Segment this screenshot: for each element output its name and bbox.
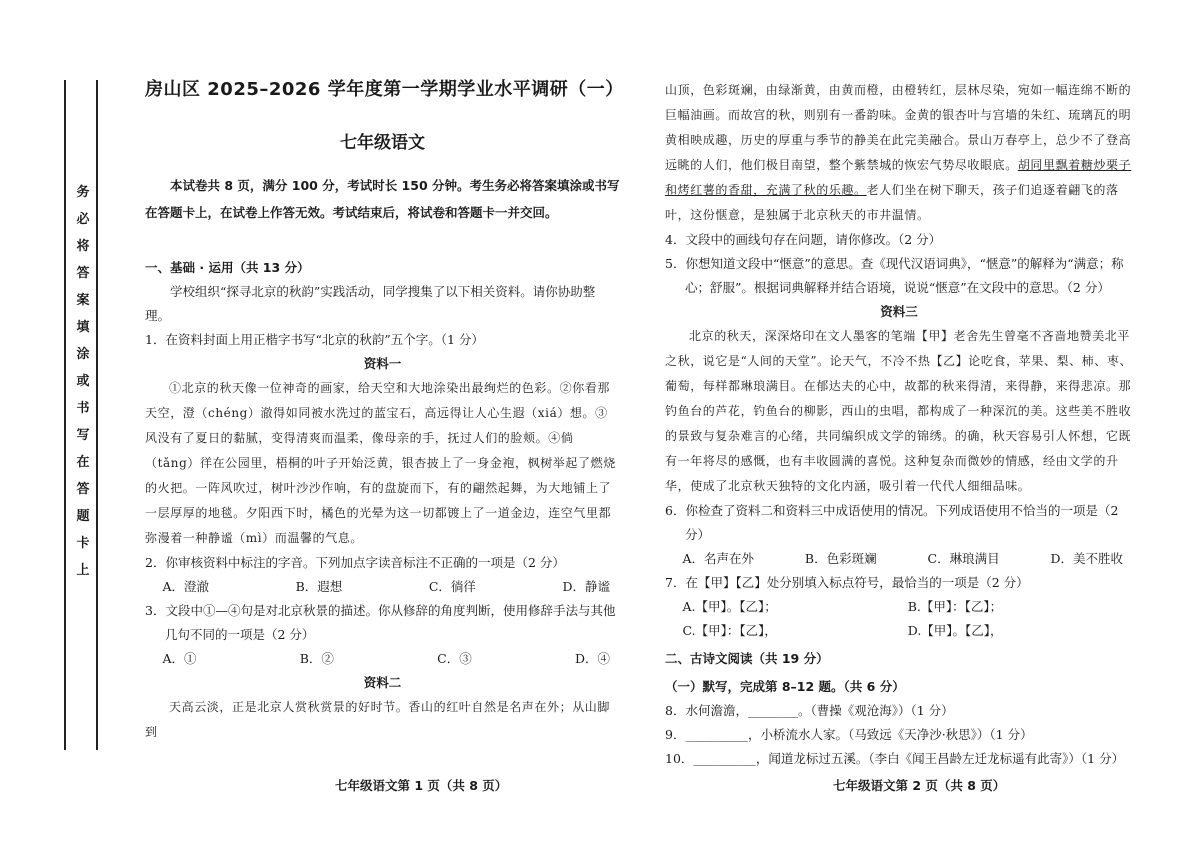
option: B.【甲】：【乙】； (907, 599, 1003, 614)
notice-char: 案 (76, 293, 90, 308)
notice-char: 写 (76, 428, 90, 443)
option: D．静谧 (562, 579, 610, 594)
material-text-part: 山顶，色彩斑斓，由绿渐黄，由黄而橙，由橙转红，层林尽染，宛如一幅连绵不断的巨幅油画。而故宫的秋，则别有一番韵味。金黄的银杏叶与宫墙的朱红、琉璃瓦的明黄相映成趣，历史的厚重与季节的静美在此完美融合。景山万春亭上，总少不了登高远眺的人们，他们极目南望，整个紫禁城的恢宏气势尽收眼底。 (665, 83, 1132, 172)
binding-line (96, 80, 98, 750)
exam-subtitle: 七年级语文 (340, 133, 425, 153)
question-7-options (665, 595, 1133, 643)
question-5: 5．你想知道文段中“惬意”的意思。查《现代汉语词典》，“惬意”的解释为“满意；称心；舒服”。根据词典解释并结合语境，说说“惬意”在文段中的意思。（2 分） (665, 256, 1124, 295)
exam-title: 房山区 2025–2026 学年度第一学期学业水平调研（一） (145, 79, 624, 100)
material-text: ①北京的秋天像一位神奇的画家，给天空和大地涂染出最绚烂的色彩。②你看那天空，澄（chéng）澈得如同被水洗过的蓝宝石，高远得让人心生遐（xiá）想。③风没有了夏日的黏腻，变得清爽而温柔，像母亲的手，抚过人们的脸颊。④倘（tǎng）徉在公园里，梧桐的叶子开始泛黄，银杏披上了一身金袍，枫树举起了燃烧的火把。一阵风吹过，树叶沙沙作响，有的盘旋而下，有的翩然起舞，为大地铺上了一层厚厚的地毯。夕阳西下时，橘色的光晕为这一切都镀上了一道金边，连空气里都弥漫着一种静谧（mì）而温馨的气息。 (145, 381, 616, 545)
notice-char: 将 (76, 239, 90, 254)
option: D.【甲】。【乙】， (907, 623, 1003, 638)
question-10: 10．__________，闻道龙标过五溪。（李白《闻王昌龄左迁龙标遥有此寄》）（1 分） (665, 751, 1125, 766)
question-1: 1．在资料封面上用正楷字书写“北京的秋韵”五个字。（1 分） (145, 332, 484, 347)
option: B．遐想 (295, 579, 343, 594)
material-text-part: 老人们坐在树下聊天，孩子们追逐着翩飞的落叶，这份惬意，是独属于北京秋天的市井温情。 (665, 183, 1119, 222)
question-3-options (145, 647, 620, 671)
answer-notice (70, 185, 96, 578)
material-text: 天高云淡，正是北京人赏秋赏景的好时节。香山的红叶自然是名声在外；从山脚到 (145, 700, 611, 739)
notice-char: 答 (76, 266, 90, 281)
option: A.【甲】。【乙】； (682, 599, 777, 614)
option: D．④ (574, 651, 610, 666)
option: A．澄澈 (162, 579, 210, 594)
notice-char: 上 (76, 563, 90, 578)
section-heading: 二、古诗文阅读（共 19 分） (665, 651, 829, 666)
notice-char: 涂 (76, 347, 90, 362)
question-6-options (665, 547, 1133, 571)
page-footer: 七年级语文第 2 页（共 8 页） (833, 778, 1006, 793)
notice-char: 卡 (76, 536, 90, 551)
notice-char: 或 (76, 374, 90, 389)
notice-char: 答 (76, 482, 90, 497)
activity-lead: 学校组织“探寻北京的秋韵”实践活动，同学搜集了以下相关资料。请你协助整理。 (145, 284, 596, 323)
material-text (665, 78, 1133, 228)
question-6: 6．你检查了资料二和资料三中成语使用的情况。下列成语使用不恰当的一项是（2 分） (665, 503, 1119, 542)
notice-char: 必 (76, 212, 90, 227)
notice-char: 务 (76, 185, 90, 200)
exam-instructions: 本试卷共 8 页，满分 100 分，考试时长 150 分钟。考生务必将答案填涂或书写在答题卡上，在试卷上作答无效。考试结束后，将试卷和答题卡一并交回。 (145, 178, 620, 220)
question-2: 2．你审核资料中标注的字音。下列加点字读音标注不正确的一项是（2 分） (145, 555, 565, 570)
page-2 (665, 78, 1133, 771)
notice-char: 在 (76, 455, 90, 470)
material-title: 资料二 (363, 675, 402, 690)
option: C．琳琅满目 (927, 551, 1000, 566)
question-7: 7．在【甲】【乙】处分别填入标点符号，最恰当的一项是（2 分） (665, 575, 1029, 590)
option: A．① (162, 651, 197, 666)
page-footer: 七年级语文第 1 页（共 8 页） (335, 778, 508, 793)
subsection-heading: （一）默写，完成第 8–12 题。（共 6 分） (665, 679, 905, 694)
option: C.【甲】：【乙】， (682, 623, 777, 638)
notice-char: 题 (76, 509, 90, 524)
option: D．美不胜收 (1050, 551, 1123, 566)
notice-char: 书 (76, 401, 90, 416)
notice-char: 填 (76, 320, 90, 335)
question-8: 8．水何澹澹，________。（曹操《观沧海》）（1 分） (665, 703, 954, 718)
material-text: 北京的秋天，深深烙印在文人墨客的笔端【甲】老舍先生曾毫不吝啬地赞美北平之秋，说它是“人间的天堂”。论天气，不冷不热【乙】论吃食，苹果、梨、柿、枣、葡萄，每样都琳琅满目。在郁达夫的心中，故都的秋来得清，来得静，来得悲凉。那钓鱼台的芦花，钓鱼台的柳影，西山的虫唱，都构成了一种深沉的美。这些美不胜收的景致与复杂难言的心绪，共同编织成文学的锦绣。的确，秋天容易引人怀想，它既有一年将尽的感慨，也有丰收圆满的喜悦。这种复杂而微妙的情感，经由文学的升华，使成了北京秋天独特的文化内涵，吸引着一代代人细细品味。 (665, 329, 1133, 493)
option: B．色彩斑斓 (804, 551, 877, 566)
option: C．③ (437, 651, 472, 666)
option: B．② (299, 651, 334, 666)
underlined-sentence: 胡同里飘着糖炒栗子和烤红薯的香甜，充满了秋的乐趣。 (665, 158, 1132, 197)
question-4: 4．文段中的画线句存在问题，请你修改。（2 分） (665, 232, 942, 247)
material-title: 资料三 (880, 304, 918, 319)
option: C．徜徉 (428, 579, 476, 594)
question-9: 9．__________，小桥流水人家。（马致远《天净沙·秋思》）（1 分） (665, 727, 1033, 742)
material-title: 资料一 (363, 356, 402, 371)
option: A．名声在外 (682, 551, 755, 566)
question-2-options (145, 575, 620, 599)
question-3: 3．文段中①—④句是对北京秋景的描述。你从修辞的角度判断，使用修辞手法与其他几句不同的一项是（2 分） (145, 603, 616, 642)
section-heading: 一、基础 · 运用（共 13 分） (145, 260, 310, 275)
binding-line (64, 80, 66, 750)
page-1 (145, 78, 624, 745)
